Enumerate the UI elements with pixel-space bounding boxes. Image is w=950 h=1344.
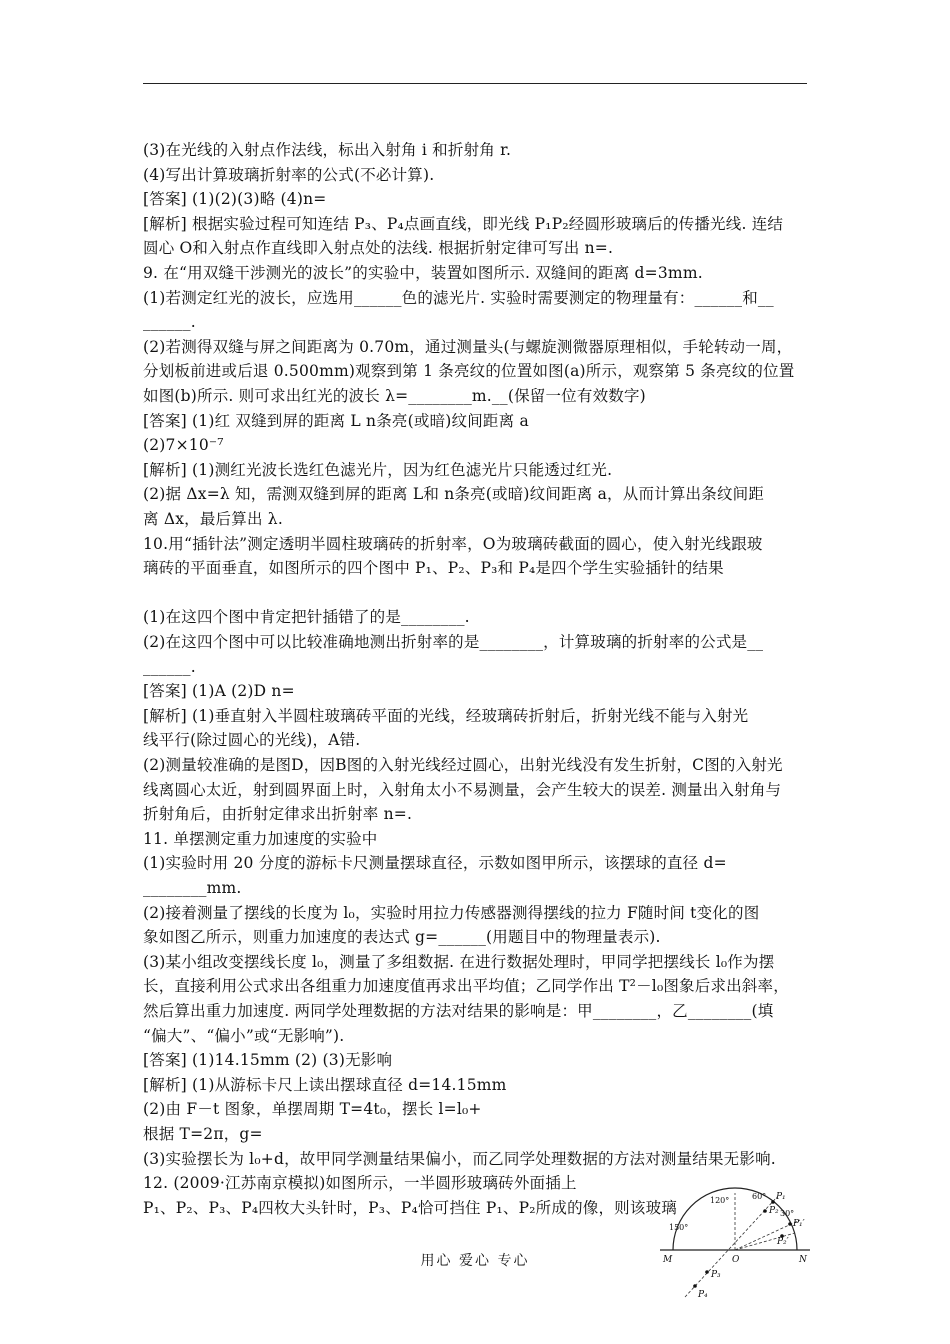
text-line: [解析] (1)垂直射入半圆柱玻璃砖平面的光线，经玻璃砖折射后，折射光线不能与入射光 bbox=[143, 706, 749, 725]
point-n-label: N bbox=[799, 1255, 807, 1265]
text-line: 璃砖的平面垂直，如图所示的四个图中 P₁、P₂、P₃和 P₄是四个学生实验插针的结果 bbox=[143, 559, 724, 578]
text-line: 11. 单摆测定重力加速度的实验中 bbox=[143, 829, 378, 848]
text-line: (3)实验摆长为 l₀+d，故甲同学测量结果偏小，而乙同学处理数据的方法对测量结果无影响. bbox=[143, 1149, 776, 1168]
text-line: 12. (2009·江苏南京模拟)如图所示，一半圆形玻璃砖外面插上 bbox=[143, 1174, 577, 1193]
pin-p1prime bbox=[788, 1222, 792, 1226]
pin-p1 bbox=[771, 1200, 775, 1204]
text-line: 分划板前进或后退 0.500mm)观察到第 1 条亮纹的位置如图(a)所示，观察第 5 条亮纹的位置 bbox=[143, 362, 795, 381]
text-line: (2)在这四个图中可以比较准确地测出折射率的是________，计算玻璃的折射率的公式是__ bbox=[143, 633, 764, 651]
p1prime-label: P₁′ bbox=[793, 1219, 805, 1229]
text-line: (2)7×10⁻⁷ bbox=[143, 436, 224, 455]
point-m-label: M bbox=[663, 1255, 673, 1265]
text-line: ________mm. bbox=[143, 879, 242, 897]
text-line: 然后算出重力加速度. 两同学处理数据的方法对结果的影响是：甲________，乙________(填 bbox=[143, 1002, 774, 1020]
text-line: 离 Δx，最后算出 λ. bbox=[143, 510, 283, 528]
p1-label: P₁ bbox=[776, 1192, 786, 1202]
text-line: “偏大”、“偏小”或“无影响”). bbox=[143, 1026, 345, 1045]
text-line: (3)在光线的入射点作法线，标出入射角 i 和折射角 r. bbox=[143, 141, 512, 159]
text-line: [答案] (1)(2)(3)略 (4)n= bbox=[143, 190, 327, 209]
text-line: 线平行(除过圆心的光线)，A错. bbox=[143, 731, 361, 750]
p2-label: P₂ bbox=[769, 1206, 779, 1216]
text-line: (2)据 Δx=λ 知，需测双缝到屏的距离 L和 n条亮(或暗)纹间距离 a，从而计算出条纹间距 bbox=[143, 485, 765, 504]
point-o-label: O bbox=[732, 1255, 740, 1265]
incident-line bbox=[685, 1197, 777, 1297]
text-line: 如图(b)所示. 则可求出红光的波长 λ=________m.__(保留一位有效数字) bbox=[143, 387, 646, 405]
text-line: (3)某小组改变摆线长度 l₀，测量了多组数据. 在进行数据处理时，甲同学把摆线长 l₀作为摆 bbox=[143, 952, 775, 971]
p4-label: P₄ bbox=[698, 1290, 708, 1300]
pin-p3 bbox=[705, 1270, 709, 1274]
text-line: [解析] (1)测红光波长选红色滤光片，因为红色滤光片只能透过红光. bbox=[143, 460, 613, 479]
text-line: [答案] (1)A (2)D n= bbox=[143, 682, 295, 701]
page-footer: 用心 爱心 专心 bbox=[420, 1253, 530, 1269]
pin-p2 bbox=[763, 1209, 767, 1213]
angle-150-label: 150° bbox=[669, 1223, 689, 1232]
angle-60-label: 60° bbox=[752, 1192, 767, 1201]
text-line: 长，直接利用公式求出各组重力加速度值再求出平均值；乙同学作出 T²－l₀图象后求出斜率， bbox=[143, 977, 789, 996]
text-line: 根据 T=2π，g= bbox=[143, 1125, 263, 1143]
header-rule bbox=[143, 83, 807, 84]
p2prime-label: P₂′ bbox=[777, 1237, 789, 1247]
text-line: (1)在这四个图中肯定把针插错了的是________. bbox=[143, 608, 470, 627]
text-line: (1)实验时用 20 分度的游标卡尺测量摆球直径，示数如图甲所示，该摆球的直径 d= bbox=[143, 854, 727, 873]
text-line: P₁、P₂、P₃、P₄四枚大头针时，P₃、P₄恰可挡住 P₁、P₂所成的像，则该玻璃 bbox=[143, 1198, 677, 1217]
text-line: 线离圆心太近，射到圆界面上时，入射角太小不易测量，会产生较大的误差. 测量出入射角与 bbox=[143, 780, 782, 799]
text-line: [解析] (1)从游标卡尺上读出摆球直径 d=14.15mm bbox=[143, 1075, 507, 1094]
text-line: [答案] (1)红 双缝到屏的距离 L n条亮(或暗)纹间距离 a bbox=[143, 411, 529, 430]
text-line: 圆心 O和入射点作直线即入射点处的法线. 根据折射定律可写出 n=. bbox=[143, 239, 614, 258]
text-line: 10.用“插针法”测定透明半圆柱玻璃砖的折射率，O为玻璃砖截面的圆心，使入射光线跟玻 bbox=[143, 534, 763, 553]
text-line: (2)若测得双缝与屏之间距离为 0.70m，通过测量头(与螺旋测微器原理相似，手轮转动一周， bbox=[143, 337, 793, 356]
text-line: (2)由 F－t 图象，单摆周期 T=4t₀，摆长 l=l₀+ bbox=[143, 1100, 482, 1119]
text-line: (2)测量较准确的是图D，因B图的入射光线经过圆心，出射光线没有发生折射，C图的入射光 bbox=[143, 756, 783, 774]
angle-30-label: 30° bbox=[780, 1209, 795, 1218]
text-line: (4)写出计算玻璃折射率的公式(不必计算). bbox=[143, 165, 435, 184]
text-line: [解析] 根据实验过程可知连结 P₃、P₄点画直线，即光线 P₁P₂经圆形玻璃后的传播光线. 连结 bbox=[143, 214, 784, 233]
p3-label: P₃ bbox=[711, 1270, 721, 1280]
text-line: [答案] (1)14.15mm (2) (3)无影响 bbox=[143, 1051, 393, 1070]
text-line: 9. 在“用双缝干涉测光的波长”的实验中，装置如图所示. 双缝间的距离 d=3mm. bbox=[143, 264, 703, 282]
text-line: (1)若测定红光的波长，应选用______色的滤光片. 实验时需要测定的物理量有：______和__ bbox=[143, 288, 774, 307]
pin-p4 bbox=[693, 1284, 697, 1288]
text-line: ______. bbox=[143, 313, 196, 332]
text-line: 折射角后，由折射定律求出折射率 n=. bbox=[143, 805, 413, 824]
angle-120-label: 120° bbox=[710, 1196, 730, 1205]
text-line: 象如图乙所示，则重力加速度的表达式 g=______(用题目中的物理量表示). bbox=[143, 928, 661, 947]
text-line: (2)接着测量了摆线的长度为 l₀，实验时用拉力传感器测得摆线的拉力 F随时间 t变化的图 bbox=[143, 903, 760, 922]
text-line: ______. bbox=[143, 657, 196, 676]
